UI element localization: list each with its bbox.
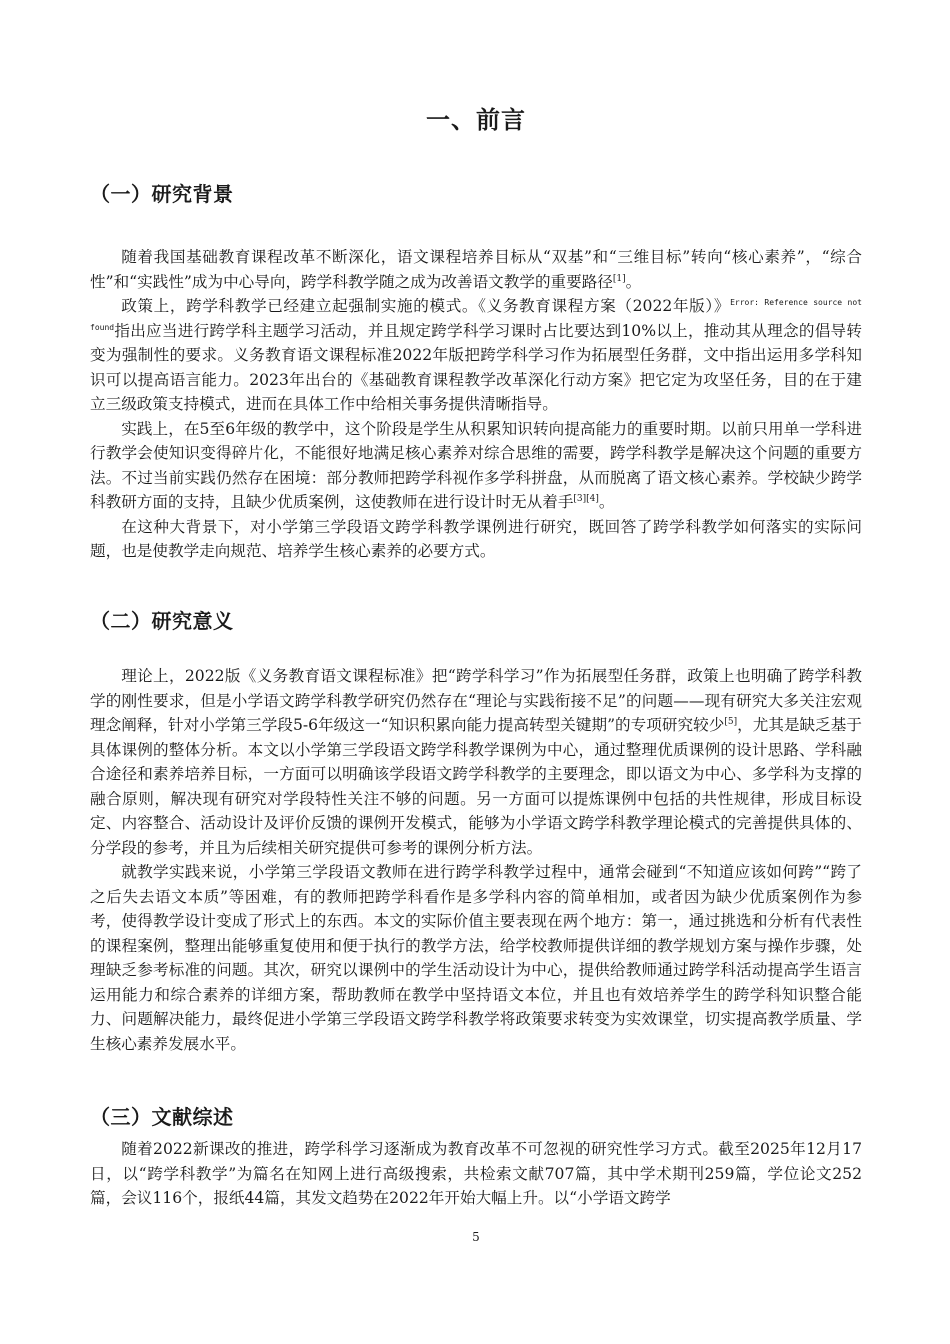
paragraph-text: 政策上，跨学科教学已经建立起强制实施的模式。《义务教育课程方案（2022年版）》 xyxy=(121,297,731,315)
paragraph-text: 就教学实践来说，小学第三学段语文教师在进行跨学科教学过程中，通常会碰到“不知道应该如何跨”“跨了之后失去语文本质”等困难，有的教师把跨学科看作是多学科内容的简单相加，或者因为缺少优质案例作为参考，使得教学设计变成了形式上的东西。本文的实际价值主要表现在两个地方：第一，通过挑选和分析有代表性的课程案例，整理出能够重复使用和便于执行的教学方法，给学校教师提供详细的教学规划方案与操作步骤，处理缺乏参考标准的问题。其次，研究以课例中的学生活动设计为中心，提供给教师通过跨学科活动提高学生语言运用能力和综合素养的详细方案，帮助教师在教学中坚持语文本位，并且也有效培养学生的跨学科知识整合能力、问题解决能力，最终促进小学第三学段语文跨学科教学将政策要求转变为实效课堂，切实提高教学质量、学生核心素养发展水平。 xyxy=(90,863,862,1053)
paragraph-text: ，尤其是缺乏基于具体课例的整体分析。本文以小学第三学段语文跨学科教学课例为中心，通过整理优质课例的设计思路、学科融合途径和素养培养目标，一方面可以明确该学段语文跨学科教学的主要理念，即以语文为中心、多学科为支撑的融合原则，解决现有研究对学段特性关注不够的问题。另一方面可以提炼课例中包括的共性规律，形成目标设定、内容整合、活动设计及评价反馈的课例开发模式，能够为小学语文跨学科教学理论模式的完善提供具体的、分学段的参考，并且为后续相关研究提供可参考的课例分析方法。 xyxy=(90,716,862,857)
citation-ref: [1] xyxy=(612,273,626,284)
paragraph-text: 。 xyxy=(598,493,615,511)
citation-ref: [5] xyxy=(724,716,738,727)
document-page xyxy=(90,0,862,1344)
paragraph xyxy=(90,417,862,515)
paragraph xyxy=(90,245,862,294)
reference-error-note: Error: Reference source not found xyxy=(90,297,863,332)
page-number: 5 xyxy=(472,1230,480,1244)
section-body-literature-review xyxy=(90,1137,862,1211)
paragraph-text: 实践上，在5至6年级的教学中，这个阶段是学生从积累知识转向提高能力的重要时期。以前只用单一学科进行教学会使知识变得碎片化，不能很好地满足核心素养对综合思维的需要，跨学科教学是解决这个问题的重要方法。不过当前实践仍然存在困境：部分教师把跨学科视作多学科拼盘，从而脱离了语文核心素养。学校缺少跨学科教研方面的支持，且缺少优质案例，这使教师在进行设计时无从着手 xyxy=(90,419,862,511)
chapter-title: 一、前言 xyxy=(426,106,526,134)
paragraph-text: 随着我国基础教育课程改革不断深化，语文课程培养目标从“双基”和“三维目标”转向“核心素养”，“综合性”和“实践性”成为中心导向，跨学科教学随之成为改善语文教学的重要路径 xyxy=(90,248,862,291)
paragraph-text: 。 xyxy=(625,272,642,291)
section-heading-background: （一）研究背景 xyxy=(90,182,234,206)
paragraph-text: 在这种大背景下，对小学第三学段语文跨学科教学课例进行研究，既回答了跨学科教学如何落实的实际问题，也是使教学走向规范、培养学生核心素养的必要方式。 xyxy=(90,517,862,560)
citation-ref: [3][4] xyxy=(573,493,599,504)
paragraph-text: 理论上，2022版《义务教育语文课程标准》把“跨学科学习”作为拓展型任务群，政策上也明确了跨学科教学的刚性要求，但是小学语文跨学科教学研究仍然存在“理论与实践衔接不足”的问题——现有研究大多关注宏观理念阐释，针对小学第三学段5-6年级这一“知识积累向能力提高转型关键期”的专项研究较少 xyxy=(90,667,862,734)
paragraph xyxy=(90,860,862,1056)
section-body-significance xyxy=(90,664,862,1056)
paragraph xyxy=(90,1137,862,1211)
paragraph-text: 随着2022新课改的推进，跨学科学习逐渐成为教育改革不可忽视的研究性学习方式。截至2025年12月17日，以“跨学科教学”为篇名在知网上进行高级搜索，共检索文献707篇，其中学术期刊259篇，学位论文252篇，会议116个，报纸44篇，其发文趋势在2022年开始大幅上升。以“小学语文跨学 xyxy=(90,1140,862,1207)
paragraph-text: 指出应当进行跨学科主题学习活动，并且规定跨学科学习课时占比要达到10%以上，推动其从理念的倡导转变为强制性的要求。义务教育语文课程标准2022年版把跨学科学习作为拓展型任务群，文中指出运用多学科知识可以提高语言能力。2023年出台的《基础教育课程教学改革深化行动方案》把它定为攻坚任务，目的在于建立三级政策支持模式，进而在具体工作中给相关事务提供清晰指导。 xyxy=(90,321,862,413)
section-heading-significance: （二）研究意义 xyxy=(90,609,234,633)
paragraph xyxy=(90,515,862,564)
paragraph xyxy=(90,664,862,860)
paragraph xyxy=(90,294,862,417)
section-heading-literature-review: （三）文献综述 xyxy=(90,1105,234,1129)
section-body-background xyxy=(90,245,862,564)
